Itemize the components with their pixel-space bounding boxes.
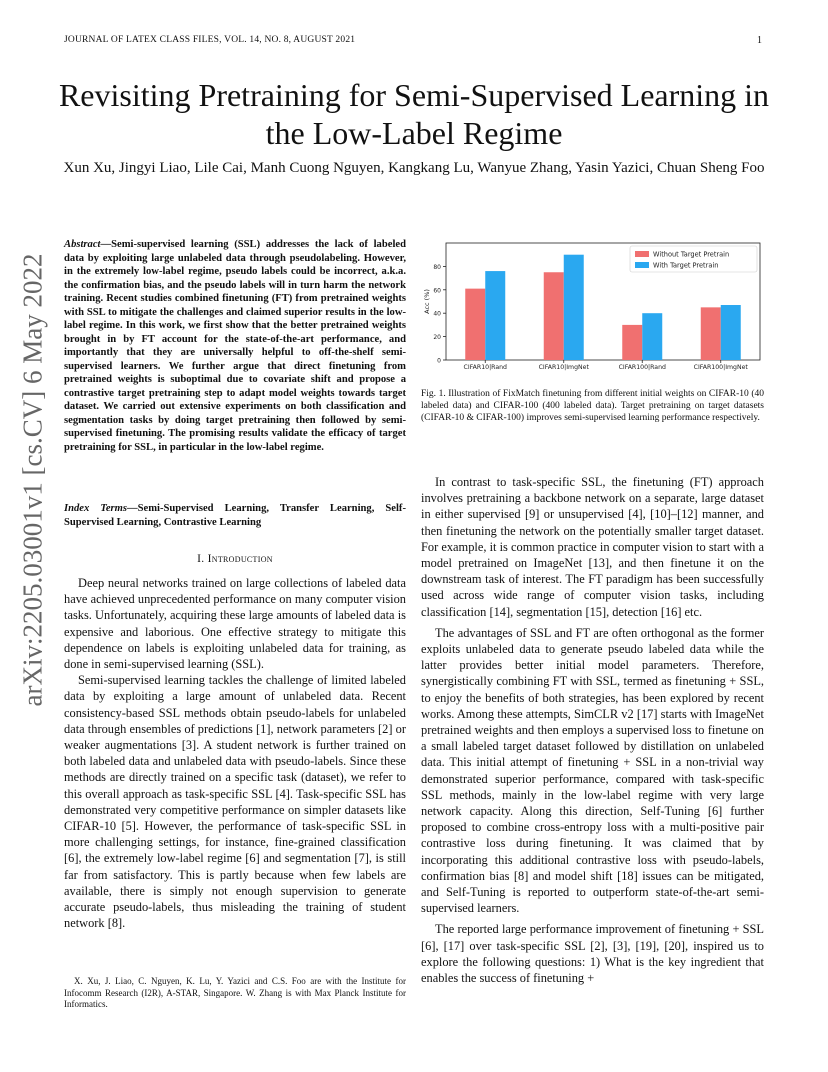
bar-chart	[420, 238, 765, 378]
abstract-label: Abstract	[64, 239, 101, 250]
intro-paragraph-5: The reported large performance improvement of finetuning + SSL [6], [17] over task-specific SSL [2], [3], [19], [20], inspired us to explore the following questions: 1) What is the key ingredient that enables the success of finetuning +	[421, 922, 764, 986]
abstract-text: —Semi-supervised learning (SSL) addresses the lack of labeled data by exploiting large unlabeled data through pseudolabeling. However, in the extremely low-label regime, pseudo labels could be incorrect, a.k.a. the confirmation bias, and the pseudo labels will in turn harm the network training. Recent studies combined finetuning (FT) from pretrained weights with SSL to mitigate the challenges and claimed superior results in the low-label regime. In this work, we first show that the better pretrained weights brought in by FT account for the state-of-the-art performance, and importantly that they are universally helpful to off-the-shelf semi-supervised learners. We further argue that direct finetuning from pretrained weights is suboptimal due to covariate shift and propose a contrastive target pretraining step to adapt model weights towards target dataset. We carried out extensive experiments on both classification and segmentation tasks by doing target pretraining then followed by semi-supervised finetuning. The promising results validate the efficacy of target pretraining for SSL, in particular in the low-label regime.	[64, 239, 406, 453]
abstract	[64, 238, 406, 454]
bar-with-target-pretrain	[642, 313, 662, 360]
x-tick-label: CIFAR100|ImgNet	[693, 364, 748, 371]
left-column-body	[64, 575, 406, 931]
page-number: 1	[757, 35, 762, 46]
legend-swatch	[635, 262, 649, 268]
y-tick-label: 60	[433, 287, 441, 295]
arxiv-stamp	[17, 253, 48, 707]
bar-with-target-pretrain	[721, 305, 741, 360]
intro-paragraph-3: In contrast to task-specific SSL, the finetuning (FT) approach involves pretraining a backbone network on a separate, large dataset in either supervised [9] or unsupervised [4], [10]–[12] manner, and then finetuning the network on the potentially smaller target dataset. For example, it is common practice in computer vision to start with a model pretrained on ImageNet [13], and then finetune it on the downstream task of interest. The FT paradigm has been successfully used across wide range of computer vision tasks, including classification [14], segmentation [15], detection [16] etc.	[421, 475, 764, 619]
paper-title: Revisiting Pretraining for Semi-Supervised Learning in the Low-Label Regime	[58, 77, 770, 151]
intro-paragraph-2: Semi-supervised learning tackles the challenge of limited labeled data by exploiting a large amount of unlabeled data. Recent consistency-based SSL methods obtain pseudo-labels for unlabeled data through ensembles of predictions [1], network parameters [2] or weaker augmentations [3]. A student network is further trained on both labeled data and unlabeled data with pseudo-labels. Since these methods are directly trained on a specific task (dataset), we refer to this overall approach as task-specific SSL [4]. Task-specific SSL has demonstrated very competitive performance on simpler datasets like CIFAR-10 [5]. However, the performance of task-specific SSL in more challenging settings, for instance, fine-grained classification [6], the extremely low-label regime [6] and segmentation [7], is still far from satisfactory. This is partly because when few labels are available, there is simply not enough supervision to generate accurate pseudo-labels, thus misleading the training of student network [8].	[64, 673, 406, 931]
right-column-body	[421, 474, 764, 986]
bar-without-target-pretrain	[701, 307, 721, 360]
figure-1	[420, 238, 765, 378]
y-tick-label: 80	[433, 263, 441, 271]
intro-paragraph-4: The advantages of SSL and FT are often orthogonal as the former exploits unlabeled data to generate pseudo labeled data while the latter provides better initial model parameters. Therefore, synergistically combining FT with SSL, termed as finetuning + SSL, to enjoy the benefits of both strategies, has been explored by recent works. Among these attempts, SimCLR v2 [17] starts with ImageNet pretrained weights and then employs a supervised loss to finetune on a small labeled target dataset followed by distillation on unlabeled data. This initial attempt of finetuning + SSL in a non-trivial way demonstrated superior performance, compared with task-specific SSL methods, mainly in the low-label regime with very large network capacity. Along this direction, Self-Tuning [6] further proposed to combine cross-entropy loss with a multi-positive pair contrastive loss during finetuning. It was claimed that by incorporating this additional contrastive loss with pseudo-labels, confirmation bias [8] and model shift [18] issues can be mitigated, and Self-Tuning is reported to outperform state-of-the-art semi-supervised learners.	[421, 625, 764, 916]
index-terms-label: Index Terms	[64, 503, 128, 514]
running-head: JOURNAL OF LATEX CLASS FILES, VOL. 14, NO. 8, AUGUST 2021	[64, 35, 356, 45]
arxiv-stamp-text: arXiv:2205.03001v1 [cs.CV] 6 May 2022	[17, 253, 48, 707]
section-heading	[64, 553, 406, 565]
index-terms	[64, 502, 406, 529]
legend-swatch	[635, 251, 649, 257]
legend-label: Without Target Pretrain	[653, 250, 730, 259]
bar-with-target-pretrain	[485, 271, 505, 360]
y-tick-label: 0	[437, 357, 441, 365]
bar-without-target-pretrain	[622, 325, 642, 360]
section-number: I.	[197, 553, 205, 565]
author-affiliation-footnote	[64, 976, 406, 1011]
x-tick-label: CIFAR10|Rand	[463, 364, 507, 371]
bar-without-target-pretrain	[544, 272, 564, 360]
x-tick-label: CIFAR100|Rand	[618, 364, 666, 371]
section-title: Introduction	[207, 553, 273, 565]
bar-without-target-pretrain	[465, 289, 485, 360]
x-tick-label: CIFAR10|ImgNet	[538, 364, 589, 371]
figure-caption: Fig. 1. Illustration of FixMatch finetuning from different initial weights on CIFAR-10 (40 labeled data) and CIFAR-100 (400 labeled data). Target pretraining on target datasets (CIFAR-10 & CIFAR-100) improves semi-supervised learning performance respectively.	[421, 389, 764, 423]
intro-paragraph-1: Deep neural networks trained on large collections of labeled data have achieved unprecedented performance on many computer vision tasks. Unfortunately, acquiring these large amounts of labeled data is expensive and laborious. One effective strategy to mitigate this dependence on labels is exploiting unlabeled data for training, as done in semi-supervised learning (SSL).	[64, 576, 406, 672]
footnote-text: X. Xu, J. Liao, C. Nguyen, K. Lu, Y. Yazici and C.S. Foo are with the Institute for Infocomm Research (I2R), A-STAR, Singapore. W. Zhang is with Max Planck Institute for Informatics.	[64, 976, 406, 1010]
bar-with-target-pretrain	[564, 255, 584, 360]
index-terms-text: —Semi-Supervised Learning, Transfer Learning, Self-Supervised Learning, Contrastive Learning	[64, 503, 406, 528]
y-tick-label: 20	[433, 334, 441, 342]
author-list: Xun Xu, Jingyi Liao, Lile Cai, Manh Cuong Nguyen, Kangkang Lu, Wanyue Zhang, Yasin Yazici, Chuan Sheng Foo	[63, 160, 765, 176]
y-tick-label: 40	[433, 310, 441, 318]
legend-label: With Target Pretrain	[653, 261, 719, 270]
y-axis-label: Acc (%)	[423, 289, 431, 314]
